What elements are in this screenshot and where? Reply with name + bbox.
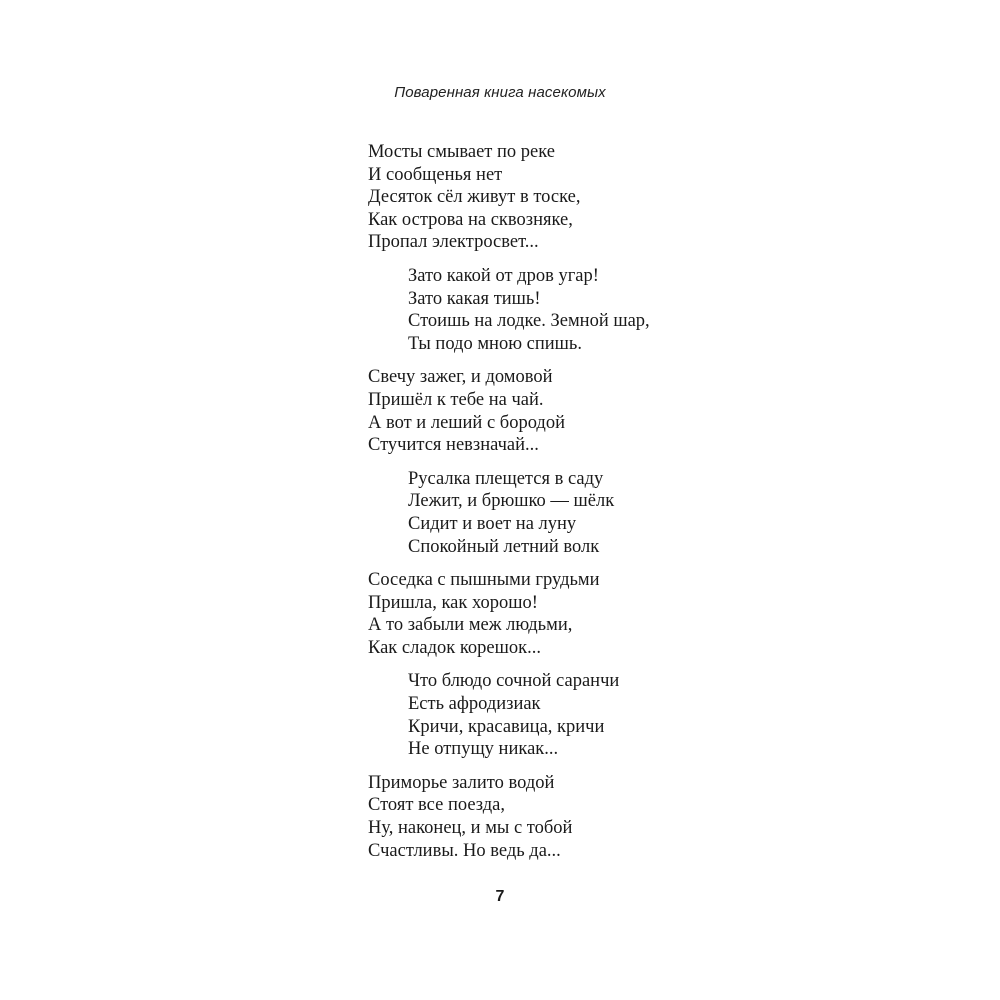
stanza-1 (368, 141, 848, 254)
poem-line: Десяток сёл живут в тоске, (368, 187, 581, 208)
poem-line: Спокойный летний волк (408, 536, 600, 557)
stanza-3 (368, 366, 848, 456)
poem-line: Что блюдо сочной саранчи (408, 671, 620, 692)
poem-line: А то забыли меж людьми, (368, 615, 573, 636)
poem-line: А вот и леший с бородой (368, 412, 565, 433)
running-head: Поваренная книга насекомых (394, 84, 606, 101)
page-number: 7 (495, 888, 505, 905)
stanza-5 (368, 569, 848, 659)
poem-line: Русалка плещется в саду (408, 468, 604, 489)
poem-line: Не отпущу никак... (408, 739, 559, 760)
poem-line: Как острова на сквозняке, (368, 209, 573, 230)
stanza-7 (368, 772, 848, 862)
poem (368, 141, 848, 862)
stanza-6 (368, 670, 848, 760)
poem-line: Как сладок корешок... (368, 637, 541, 658)
stanza-4 (368, 468, 848, 558)
poem-line: Сидит и воет на луну (408, 513, 577, 534)
poem-line: Соседка с пышными грудьми (368, 570, 600, 591)
poem-line: Приморье залито водой (368, 772, 555, 793)
poem-line: Ну, наконец, и мы с тобой (368, 818, 573, 839)
poem-line: Лежит, и брюшко — шёлк (408, 491, 615, 512)
poem-line: Пропал электросвет... (368, 232, 539, 253)
stanza-2 (368, 265, 848, 355)
poem-line: Свечу зажег, и домовой (368, 367, 553, 388)
poem-line: Пришёл к тебе на чай. (368, 389, 544, 410)
poem-line: И сообщенья нет (368, 164, 503, 185)
poem-line: Мосты смывает по реке (368, 142, 555, 162)
poem-line: Есть афродизиак (408, 694, 541, 715)
poem-line: Стоишь на лодке. Земной шар, (408, 311, 650, 332)
poem-line: Стоят все поезда, (368, 795, 505, 816)
poem-line: Зато какой от дров угар! (408, 265, 599, 286)
poem-line: Пришла, как хорошо! (368, 592, 538, 613)
poem-line: Стучится невзначай... (368, 435, 539, 456)
poem-line: Кричи, красавица, кричи (408, 716, 605, 737)
poem-line: Ты подо мною спишь. (408, 333, 582, 354)
poem-line: Зато какая тишь! (408, 288, 541, 309)
poem-line: Счастливы. Но ведь да... (368, 840, 561, 861)
